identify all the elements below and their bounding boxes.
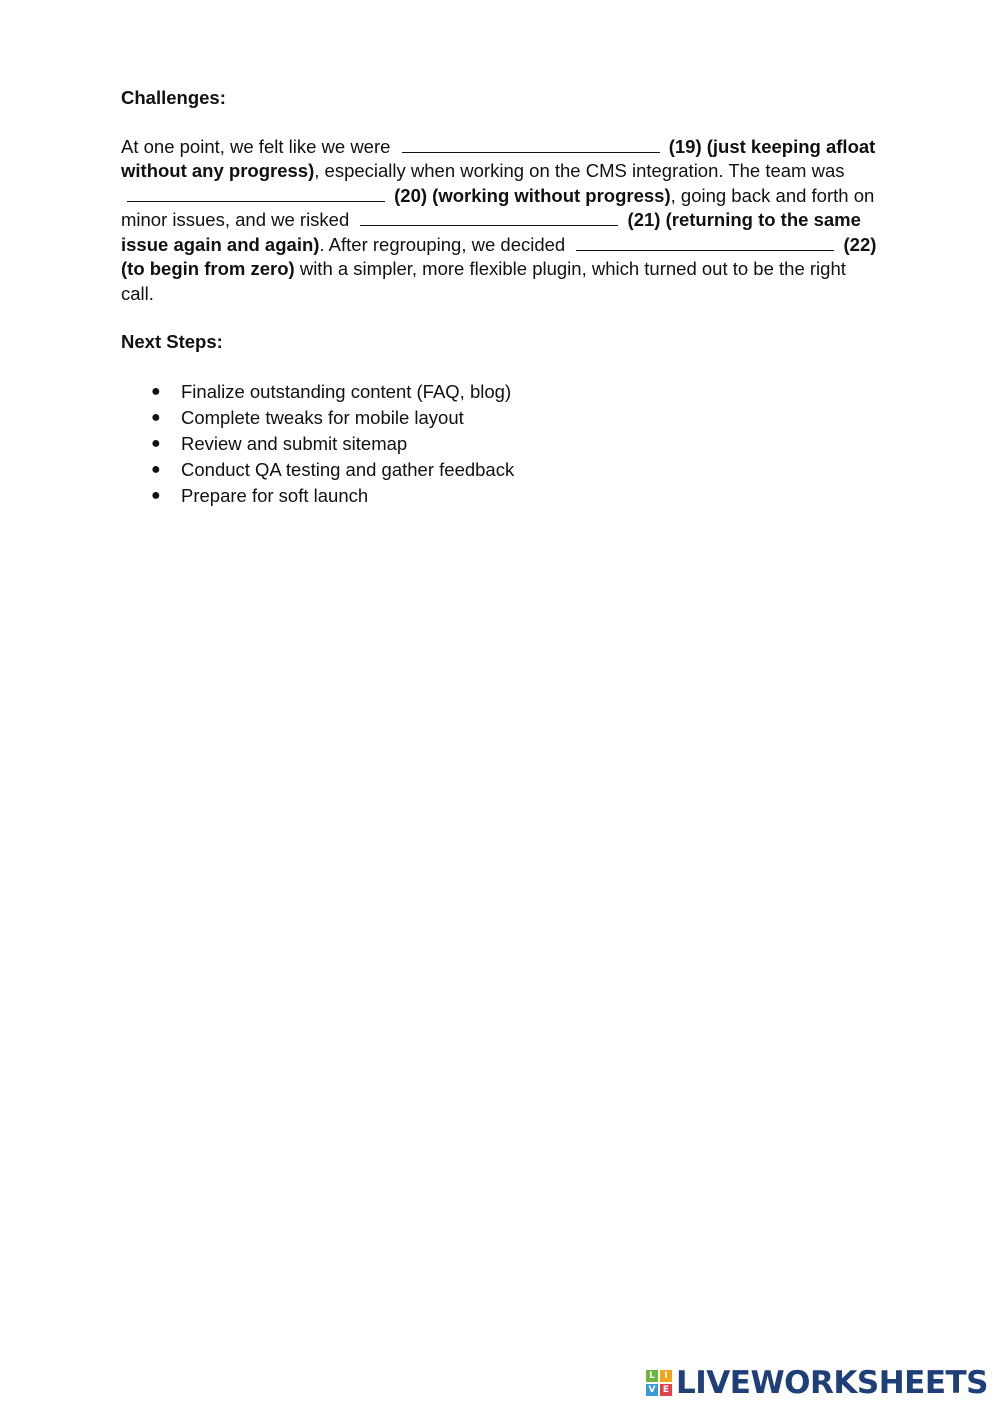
hint-19: (19) (just keeping afloat without any progress) <box>121 135 876 181</box>
list-item-text: Conduct QA testing and gather feedback <box>181 459 515 481</box>
text-segment: , going back and forth on minor issues, and we risked <box>121 184 875 230</box>
logo-letter: V <box>646 1384 658 1396</box>
list-item <box>121 405 881 431</box>
list-item <box>121 379 881 405</box>
logo-letter: L <box>646 1370 658 1382</box>
text-segment: . After regrouping, we decided <box>319 233 566 255</box>
list-item <box>121 431 881 457</box>
list-item <box>121 457 881 483</box>
challenges-paragraph <box>121 135 881 307</box>
text-segment: At one point, we felt like we were <box>121 135 391 157</box>
logo-letter: E <box>660 1384 672 1396</box>
list-item-text: Review and submit sitemap <box>181 432 408 454</box>
bullet-icon: ● <box>151 382 161 400</box>
answer-blank-20[interactable] <box>127 185 385 202</box>
logo-text: LIVEWORKSHEETS <box>676 1365 988 1401</box>
bullet-icon: ● <box>151 487 161 505</box>
answer-blank-22[interactable] <box>576 234 834 251</box>
hint-22: (22) (to begin from zero) <box>121 233 877 279</box>
list-item-text: Prepare for soft launch <box>181 485 369 507</box>
worksheet-page <box>121 86 881 509</box>
logo-letter: I <box>660 1370 672 1382</box>
hint-20: (20) (working without progress) <box>394 184 671 206</box>
answer-blank-19[interactable] <box>402 136 660 153</box>
bullet-icon: ● <box>151 461 161 479</box>
hint-21: (21) (returning to the same issue again and again) <box>121 209 861 255</box>
bullet-icon: ● <box>151 408 161 426</box>
logo-mark-icon <box>646 1370 672 1396</box>
next-steps-list <box>121 379 881 510</box>
answer-blank-21[interactable] <box>360 209 618 226</box>
list-item-text: Finalize outstanding content (FAQ, blog) <box>181 380 512 402</box>
list-item <box>121 483 881 509</box>
liveworksheets-logo <box>646 1366 988 1400</box>
text-segment: , especially when working on the CMS integration. The team was <box>314 160 845 181</box>
text-segment: with a simpler, more flexible plugin, which turned out to be the right call. <box>121 258 846 304</box>
next-steps-heading: Next Steps: <box>121 331 223 352</box>
bullet-icon: ● <box>151 434 161 452</box>
list-item-text: Complete tweaks for mobile layout <box>181 406 464 428</box>
challenges-heading: Challenges: <box>121 87 226 108</box>
